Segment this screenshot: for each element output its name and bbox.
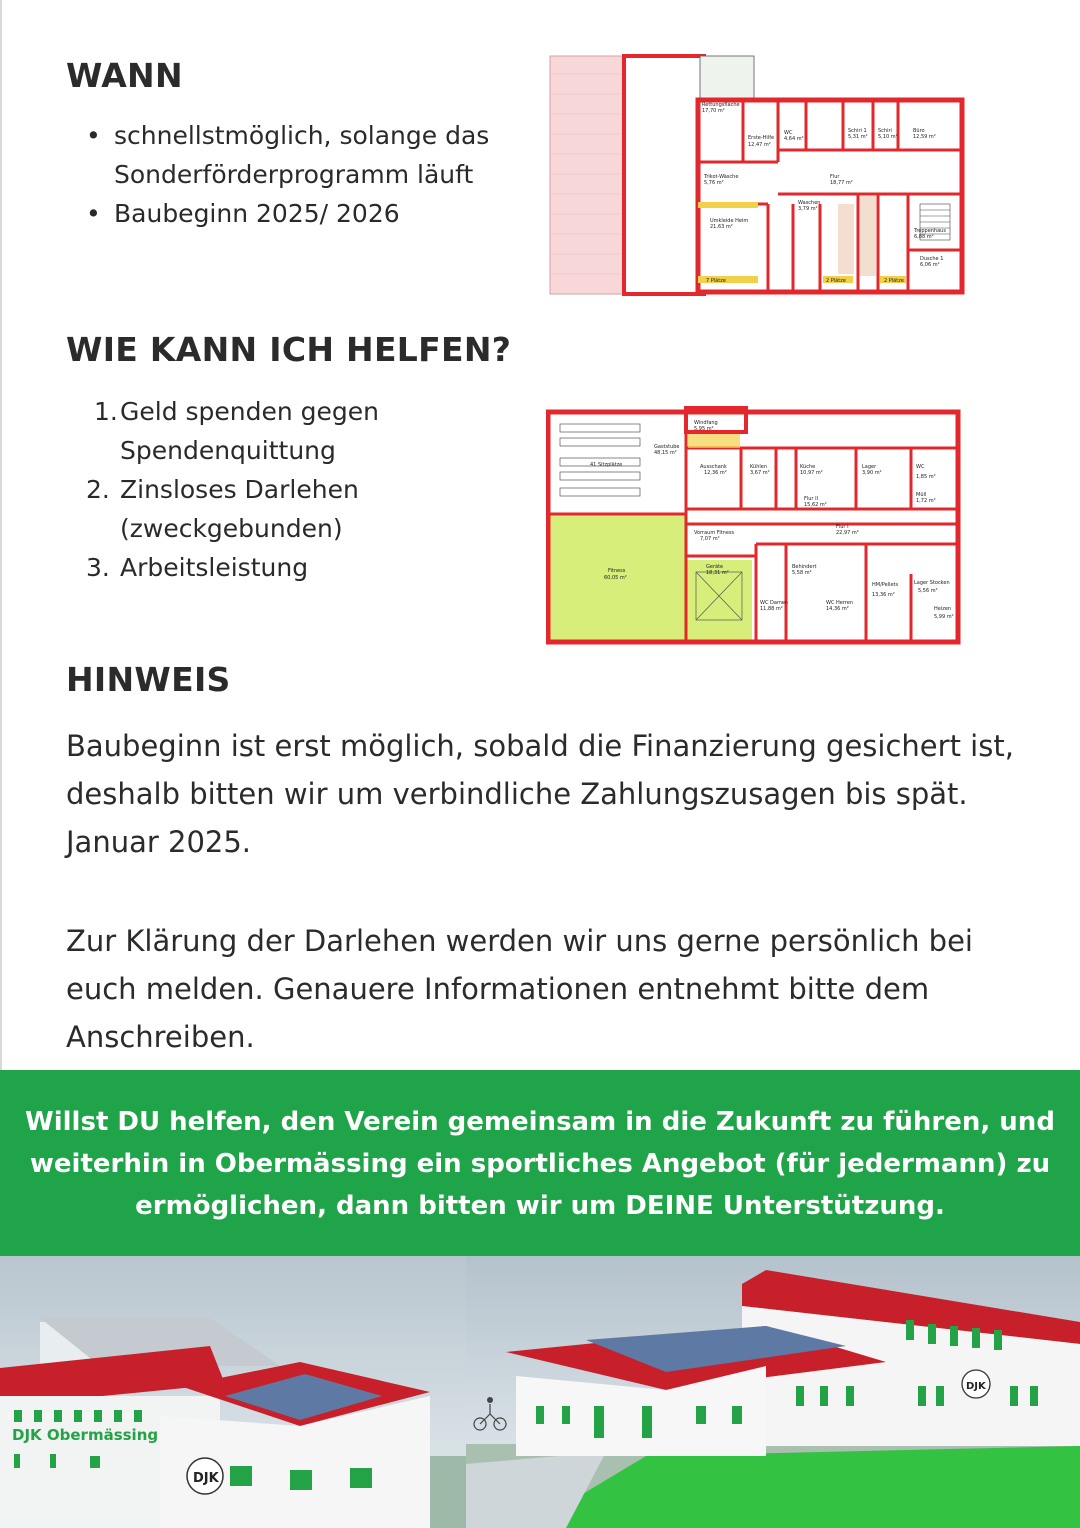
svg-text:Gaststube: Gaststube [654, 444, 680, 450]
wann-list [86, 116, 526, 233]
svg-text:21,63 m²: 21,63 m² [710, 224, 733, 230]
svg-text:4,64 m²: 4,64 m² [784, 136, 804, 142]
svg-text:WC Herren: WC Herren [826, 600, 854, 606]
appeal-banner [0, 1070, 1080, 1256]
svg-text:Trikot-Wäsche: Trikot-Wäsche [704, 174, 739, 180]
floorplan-lower [546, 404, 966, 648]
floorplan-upper [548, 54, 968, 298]
svg-text:13,36 m²: 13,36 m² [872, 592, 895, 598]
helfen-item [86, 548, 516, 587]
svg-text:3,67 m²: 3,67 m² [750, 470, 770, 476]
svg-text:Umkleide Heim: Umkleide Heim [710, 218, 749, 224]
svg-text:Waschen: Waschen [798, 200, 821, 206]
svg-text:7,07 m²: 7,07 m² [700, 536, 720, 542]
svg-text:5,58 m²: 5,58 m² [792, 570, 812, 576]
svg-text:1,85 m²: 1,85 m² [916, 474, 936, 480]
item-text: Zinsloses Darlehen (zweckgebunden) [120, 475, 359, 543]
building-rendering-left [0, 1256, 466, 1528]
svg-text:Kühlen: Kühlen [750, 464, 768, 470]
club-logo: DJK [193, 1471, 219, 1486]
hinweis-paragraph: Baubeginn ist erst möglich, sobald die Finanzierung gesichert ist, deshalb bitten wir um verbindliche Zahlungszusagen bis spät. Januar 2025. [66, 729, 1014, 859]
svg-text:Vorraum Fitness: Vorraum Fitness [694, 530, 735, 536]
item-number: 3. [86, 553, 110, 582]
svg-text:Büro: Büro [913, 128, 925, 134]
svg-text:3,90 m²: 3,90 m² [862, 470, 882, 476]
svg-text:6,06 m²: 6,06 m² [920, 262, 940, 268]
svg-text:1,72 m²: 1,72 m² [916, 498, 936, 504]
svg-text:Heizen: Heizen [934, 606, 952, 612]
svg-text:10,97 m²: 10,97 m² [800, 470, 823, 476]
svg-text:5,99 m²: 5,99 m² [934, 614, 954, 620]
svg-text:18,77 m²: 18,77 m² [830, 180, 853, 186]
svg-text:Dusche 1: Dusche 1 [920, 256, 944, 262]
hinweis-paragraph: Zur Klärung der Darlehen werden wir uns gerne persönlich bei euch melden. Genauere Informationen entnehmt bitte dem Anschreiben. [66, 924, 973, 1054]
appeal-text: Willst DU helfen, den Verein gemeinsam in die Zukunft zu führen, und weiterhin in Obermässing ein sportliches Angebot (für jedermann) zu ermöglichen, dann bitten wir um DEINE Unterstützung. [25, 1107, 1055, 1221]
svg-text:5,95 m²: 5,95 m² [694, 426, 714, 432]
svg-text:48,15 m²: 48,15 m² [654, 450, 677, 456]
svg-text:Rettungsfläche: Rettungsfläche [702, 102, 740, 108]
svg-text:Treppenhaus: Treppenhaus [914, 228, 946, 234]
svg-text:2 Plätze: 2 Plätze [826, 278, 846, 284]
svg-text:5,31 m²: 5,31 m² [848, 134, 868, 140]
wann-item: • Baubeginn 2025/ 2026 [86, 194, 526, 233]
svg-text:17,70 m²: 17,70 m² [702, 108, 725, 114]
svg-text:5,56 m²: 5,56 m² [918, 588, 938, 594]
svg-text:Küche: Küche [800, 464, 816, 470]
item-text: Arbeitsleistung [120, 553, 309, 582]
svg-text:7 Plätze: 7 Plätze [706, 278, 726, 284]
svg-text:11,88 m²: 11,88 m² [760, 606, 783, 612]
building-rendering-right [466, 1256, 1080, 1528]
club-logo: DJK [966, 1381, 986, 1392]
svg-text:5,76 m²: 5,76 m² [704, 180, 724, 186]
svg-text:3,79 m²: 3,79 m² [798, 206, 818, 212]
svg-text:Windfang: Windfang [694, 420, 718, 426]
svg-text:Schiri: Schiri [878, 128, 892, 134]
svg-text:12,36 m²: 12,36 m² [704, 470, 727, 476]
svg-text:60,05 m²: 60,05 m² [604, 575, 627, 581]
svg-text:5,10 m²: 5,10 m² [878, 134, 898, 140]
club-sign: DJK Obermässing [12, 1426, 159, 1444]
helfen-list [86, 392, 516, 587]
svg-text:2 Plätze: 2 Plätze [884, 278, 904, 284]
svg-text:Lager Stocken: Lager Stocken [914, 580, 950, 586]
item-text: Geld spenden gegen Spendenquittung [120, 397, 380, 465]
svg-text:Behindert: Behindert [792, 564, 817, 570]
heading-wann: WANN [66, 56, 183, 95]
svg-text:WC: WC [916, 464, 925, 470]
svg-text:6,88 m²: 6,88 m² [914, 234, 934, 240]
svg-text:22,97 m²: 22,97 m² [836, 530, 859, 536]
heading-hinweis: HINWEIS [66, 660, 231, 699]
svg-text:Flur: Flur [830, 174, 840, 180]
svg-text:Flur I: Flur I [836, 524, 849, 530]
wann-item: • schnellstmöglich, solange das Sonderförderprogramm läuft [86, 116, 526, 194]
helfen-item [86, 392, 516, 470]
svg-text:Schiri 1: Schiri 1 [848, 128, 867, 134]
svg-text:18,31 m²: 18,31 m² [706, 570, 729, 576]
svg-text:Ausschank: Ausschank [700, 464, 727, 470]
svg-text:HM/Pellets: HM/Pellets [872, 582, 899, 588]
item-number: 1. [94, 397, 118, 426]
svg-text:WC Damen: WC Damen [760, 600, 789, 606]
svg-text:41 Sitzplätze: 41 Sitzplätze [590, 462, 623, 468]
helfen-item [86, 470, 516, 548]
svg-text:12,59 m²: 12,59 m² [913, 134, 936, 140]
heading-helfen: WIE KANN ICH HELFEN? [66, 330, 512, 369]
svg-text:WC: WC [784, 130, 793, 136]
item-number: 2. [86, 475, 110, 504]
svg-text:Müll: Müll [916, 492, 927, 498]
svg-text:12,47 m²: 12,47 m² [748, 142, 771, 148]
svg-text:Flur II: Flur II [804, 496, 819, 502]
svg-text:Lager: Lager [862, 464, 877, 470]
svg-text:Geräte: Geräte [706, 564, 724, 570]
svg-text:Fitness: Fitness [608, 568, 626, 574]
svg-text:15,62 m²: 15,62 m² [804, 502, 827, 508]
svg-text:14,36 m²: 14,36 m² [826, 606, 849, 612]
svg-text:Erste-Hilfe: Erste-Hilfe [748, 135, 775, 141]
